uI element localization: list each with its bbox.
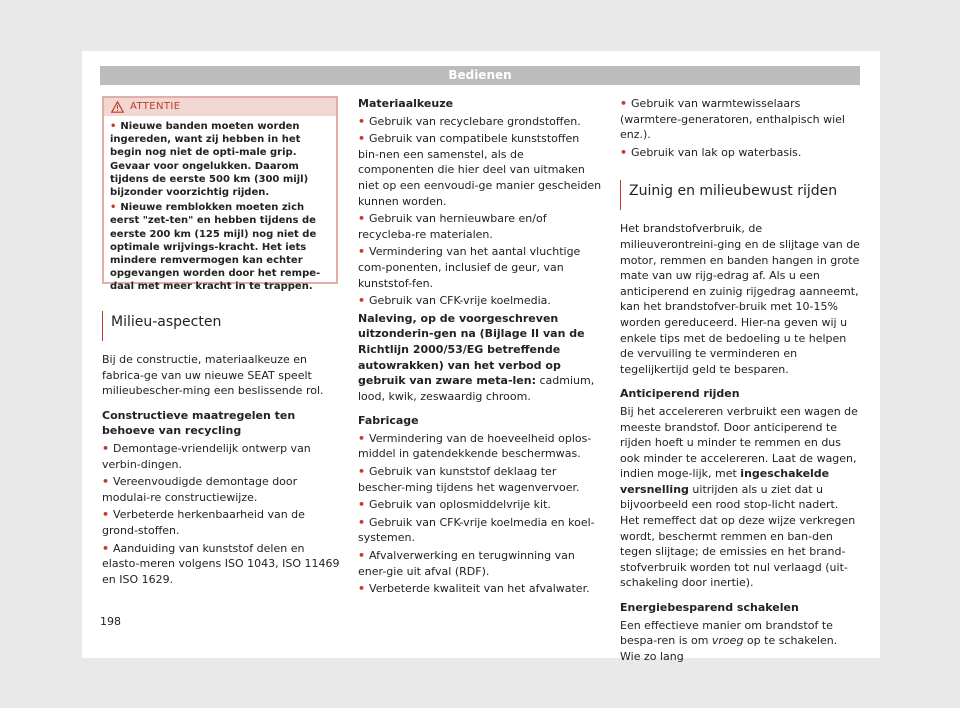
list-item: • Vermindering van het aantal vluchtige com-ponenten, inclusief de geur, van kunststof-fen. <box>358 245 581 290</box>
list-item: • Gebruik van hernieuwbare en/of recycleba-re materialen. <box>358 212 547 241</box>
subheading: Constructieve maatregelen ten behoeve van recycling <box>102 408 296 438</box>
paragraph: Bij de constructie, materiaalkeuze en fabrica-ge van uw nieuwe SEAT speelt milieubescher-ming een beslissende rol. <box>102 353 324 398</box>
list-item: • Afvalverwerking en terugwinning van ener-gie uit afval (RDF). <box>358 549 575 578</box>
list-item: • Gebruik van recyclebare grondstoffen. <box>358 114 581 128</box>
bullet-icon: • <box>358 498 366 512</box>
warning-body <box>104 116 336 294</box>
subheading: Energiebesparend schakelen <box>620 601 799 615</box>
section-title-milieu: Milieu-aspecten <box>102 313 342 332</box>
list-item: • Gebruik van warmtewisselaars (warmtere-generatoren, enthalpisch wiel enz.). <box>620 97 845 142</box>
list-item: • Aanduiding van kunststof delen en elasto-meren volgens ISO 1043, ISO 11469 en ISO 1629. <box>102 541 340 586</box>
bullet-icon: • <box>358 582 366 596</box>
list-item: • Gebruik van kunststof deklaag ter bescher-ming tijdens het wagenvervoer. <box>358 465 580 494</box>
warning-triangle-icon <box>111 101 124 113</box>
naleving-rest: cadmium, lood, kwik, zeswaardig chroom. <box>358 374 595 403</box>
warning-label: ATTENTIE <box>130 101 181 112</box>
list-item: • Demontage-vriendelijk ontwerp van verbin-dingen. <box>102 441 311 471</box>
emphasis-italic: vroeg <box>711 634 744 648</box>
bullet-icon: • <box>358 515 366 529</box>
subheading: Anticiperend rijden <box>620 387 740 401</box>
bullet-icon: • <box>358 465 366 479</box>
bullet-icon: • <box>358 114 366 128</box>
bullet-icon: • <box>102 441 110 455</box>
paragraph-anticiperend: Bij het accelereren verbruikt een wagen de meeste brandstof. Door anticiperend te rijden hoeft u minder te remmen en dus ook minder te accelereren. Laat de wagen, indien moge-lijk, met ingeschakelde versnelling uitrijden als u ziet dat u bijvoorbeeld een rood stop-licht nadert. Het remeffect dat op deze wijze verkregen wordt, beschermt remmen en ban-den tegen slijtage; de emissies en het brand-stofverbruik worden tot nul verlaagd (uit-schakeling door inertie). <box>620 404 858 590</box>
bullet-icon: • <box>358 549 366 563</box>
paragraph: Het brandstofverbruik, de milieuverontreini-ging en de slijtage van de motor, remmen en banden hangen in grote mate van uw rijg-edrag af. Als u een anticiperend en zuinig rijgedrag aanneemt, kan het brandstofver-bruik met 10-15% worden gereduceerd. Hier-na geven wij u enkele tips met de bedoeling u te helpen de vervuiling te verminderen en tegelijkertijd geld te besparen. <box>620 222 860 376</box>
naleving-bold: Naleving, op de voorgeschreven uitzonderin-gen na (Bijlage II van de Richtlijn 2000/53/EG betreffende autowrakken) van het verbod op gebruik van zware meta-len: <box>358 311 585 388</box>
subheading: Materiaalkeuze <box>358 97 454 110</box>
list-item: • Gebruik van CFK-vrije koelmedia en koel-systemen. <box>358 515 595 545</box>
page-number: 198 <box>100 615 121 628</box>
warning-item: • Nieuwe banden moeten worden ingereden, want zij hebben in het begin nog niet de opti-male grip. Gevaar voor ongelukken. Daarom tijdens de eerste 500 km (300 mijl) bijzonder voorzichtig rijden. <box>110 121 309 199</box>
bullet-icon: • <box>102 508 110 522</box>
subheading: Fabricage <box>358 414 419 428</box>
bullet-icon: • <box>620 145 628 159</box>
column-3 <box>620 96 860 673</box>
list-item: • Vereenvoudigde demontage door modulai-re constructiewijze. <box>102 475 298 504</box>
list-item: • Verbeterde herkenbaarheid van de grond-stoffen. <box>102 508 305 537</box>
bullet-icon: • <box>110 202 117 214</box>
warning-box <box>102 96 338 293</box>
bullet-icon: • <box>358 212 366 226</box>
header-bar <box>100 66 860 85</box>
bullet-icon: • <box>358 132 366 146</box>
bullet-icon: • <box>358 431 366 445</box>
emphasis-bold: ingeschakelde versnelling <box>620 467 830 496</box>
bullet-icon: • <box>110 121 117 132</box>
warning-header <box>104 98 336 116</box>
bullet-icon: • <box>102 541 110 555</box>
bullet-icon: • <box>620 97 628 110</box>
list-item: • Vermindering van de hoeveelheid oplos-middel in gatendekkende beschermwas. <box>358 431 592 461</box>
bullet-icon: • <box>358 245 366 259</box>
paragraph-schakelen: Een effectieve manier om brandstof te bespa-ren is om vroeg op te schakelen. Wie zo lang <box>620 618 838 663</box>
bullet-icon: • <box>102 475 110 489</box>
list-item: • Gebruik van oplosmiddelvrije kit. <box>358 498 551 512</box>
paragraph-naleving <box>358 311 602 405</box>
column-2 <box>358 96 602 599</box>
section-title-zuinig: Zuinig en milieubewust rijden <box>620 182 860 201</box>
warning-item: • Nieuwe remblokken moeten zich eerst "zet-ten" en hebben tijdens de eerste 200 km (125 mijl) nog niet de optimale wrijvings-kracht. Het iets mindere remvermogen kan echter opgevangen worden door het rempe-daal met meer kracht in te trappen. <box>110 202 321 293</box>
header-title: Bedienen <box>448 68 512 82</box>
list-item: • Verbeterde kwaliteit van het afvalwater. <box>358 582 590 596</box>
column-1 <box>102 96 342 589</box>
bullet-icon: • <box>358 294 366 308</box>
list-item: • Gebruik van compatibele kunststoffen bin-nen een samenstel, als de componenten die hier deel van uitmaken niet op een eenvoudi-ge manier gescheiden kunnen worden. <box>358 132 602 208</box>
list-item: • Gebruik van lak op waterbasis. <box>620 145 802 159</box>
list-item: • Gebruik van CFK-vrije koelmedia. <box>358 294 551 308</box>
